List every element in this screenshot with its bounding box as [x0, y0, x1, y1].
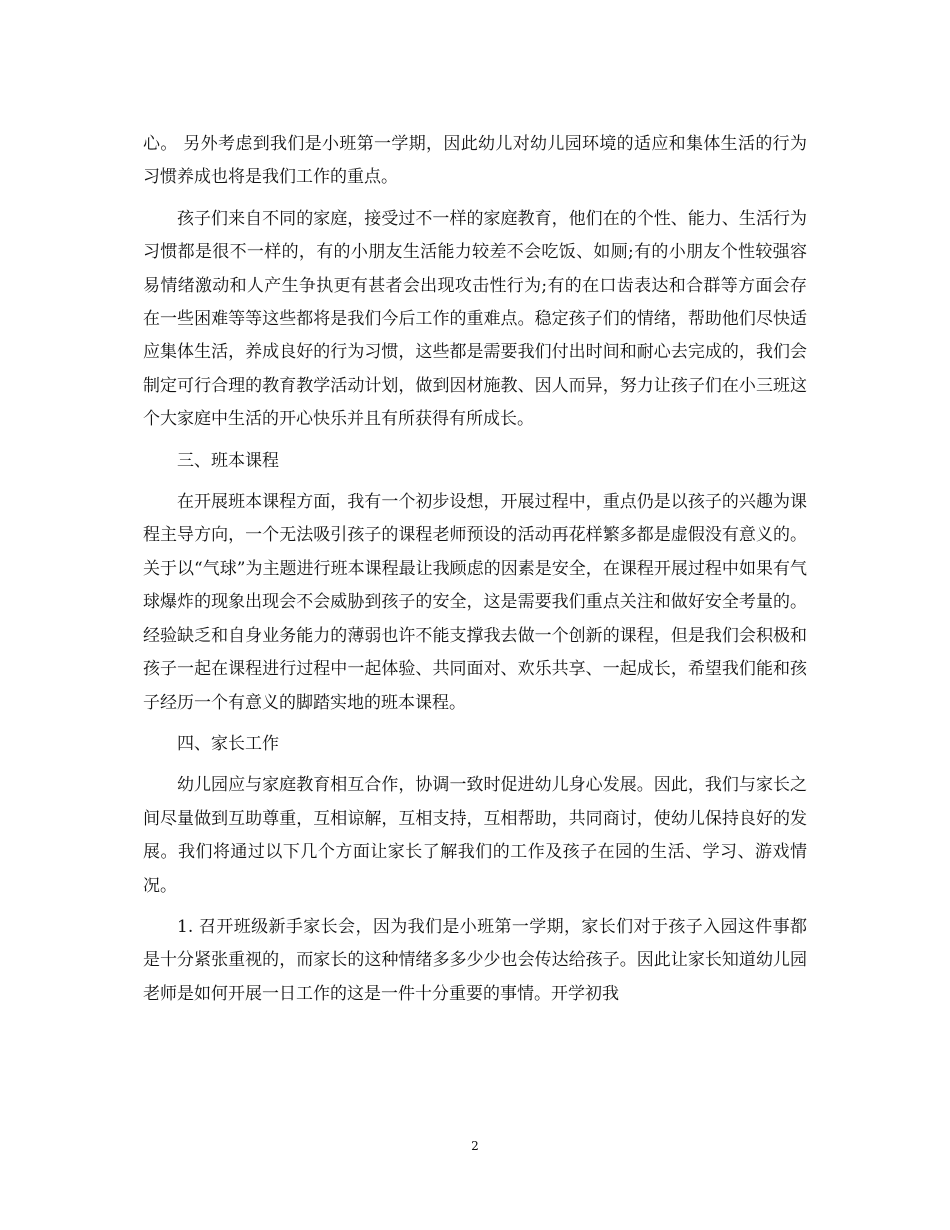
paragraph-continuation: 心。 另外考虑到我们是小班第一学期，因此幼儿对幼儿园环境的适应和集体生活的行为习惯养成也将是我们工作的重点。 — [143, 134, 807, 188]
paragraph-children-background: 孩子们来自不同的家庭，接受过不一样的家庭教育，他们在的个性、能力、生活行为习惯都是很不一样的，有的小朋友生活能力较差不会吃饭、如厕;有的小朋友个性较强容易情绪激动和人产生争执更有甚者会出现攻击性行为;有的在口齿表达和合群等方面会存在一些困难等等这些都将是我们今后工作的重难点。稳定孩子们的情绪，帮助他们尽快适应集体生活，养成良好的行为习惯，这些都是需要我们付出时间和耐心去完成的，我们会制定可行合理的教育教学活动计划，做到因材施教、因人而异，努力让孩子们在小三班这个大家庭中生活的开心快乐并且有所获得有所成长。 — [143, 208, 807, 430]
page-number: 2 — [471, 1139, 479, 1153]
section-heading-class-curriculum: 三、班本课程 — [177, 450, 279, 471]
document-body — [143, 128, 807, 1011]
paragraph-parent-cooperation: 幼儿园应与家庭教育相互合作，协调一致时促进幼儿身心发展。因此，我们与家长之间尽量做到互助尊重，互相谅解，互相支持，互相帮助，共同商讨，使幼儿保持良好的发展。我们将通过以下几个方面让家长了解我们的工作及孩子在园的生活、学习、游戏情况。 — [143, 775, 807, 896]
paragraph-parent-meeting: 1. 召开班级新手家长会，因为我们是小班第一学期，家长们对于孩子入园这件事都是十分紧张重视的，而家长的这种情绪多多少少也会传达给孩子。因此让家长知道幼儿园老师是如何开展一日工作的这是一件十分重要的事情。开学初我 — [143, 916, 807, 1004]
section-heading-parent-work: 四、家长工作 — [177, 733, 279, 754]
paragraph-class-curriculum: 在开展班本课程方面，我有一个初步设想，开展过程中，重点仍是以孩子的兴趣为课程主导方向，一个无法吸引孩子的课程老师预设的活动再花样繁多都是虚假没有意义的。关于以“气球”为主题进行班本课程最让我顾虑的因素是安全，在课程开展过程中如果有气球爆炸的现象出现会不会威胁到孩子的安全，这是需要我们重点关注和做好安全考量的。经验缺乏和自身业务能力的薄弱也许不能支撑我去做一个创新的课程，但是我们会积极和孩子一起在课程进行过程中一起体验、共同面对、欢乐共享、一起成长，希望我们能和孩子经历一个有意义的脚踏实地的班本课程。 — [143, 492, 807, 713]
